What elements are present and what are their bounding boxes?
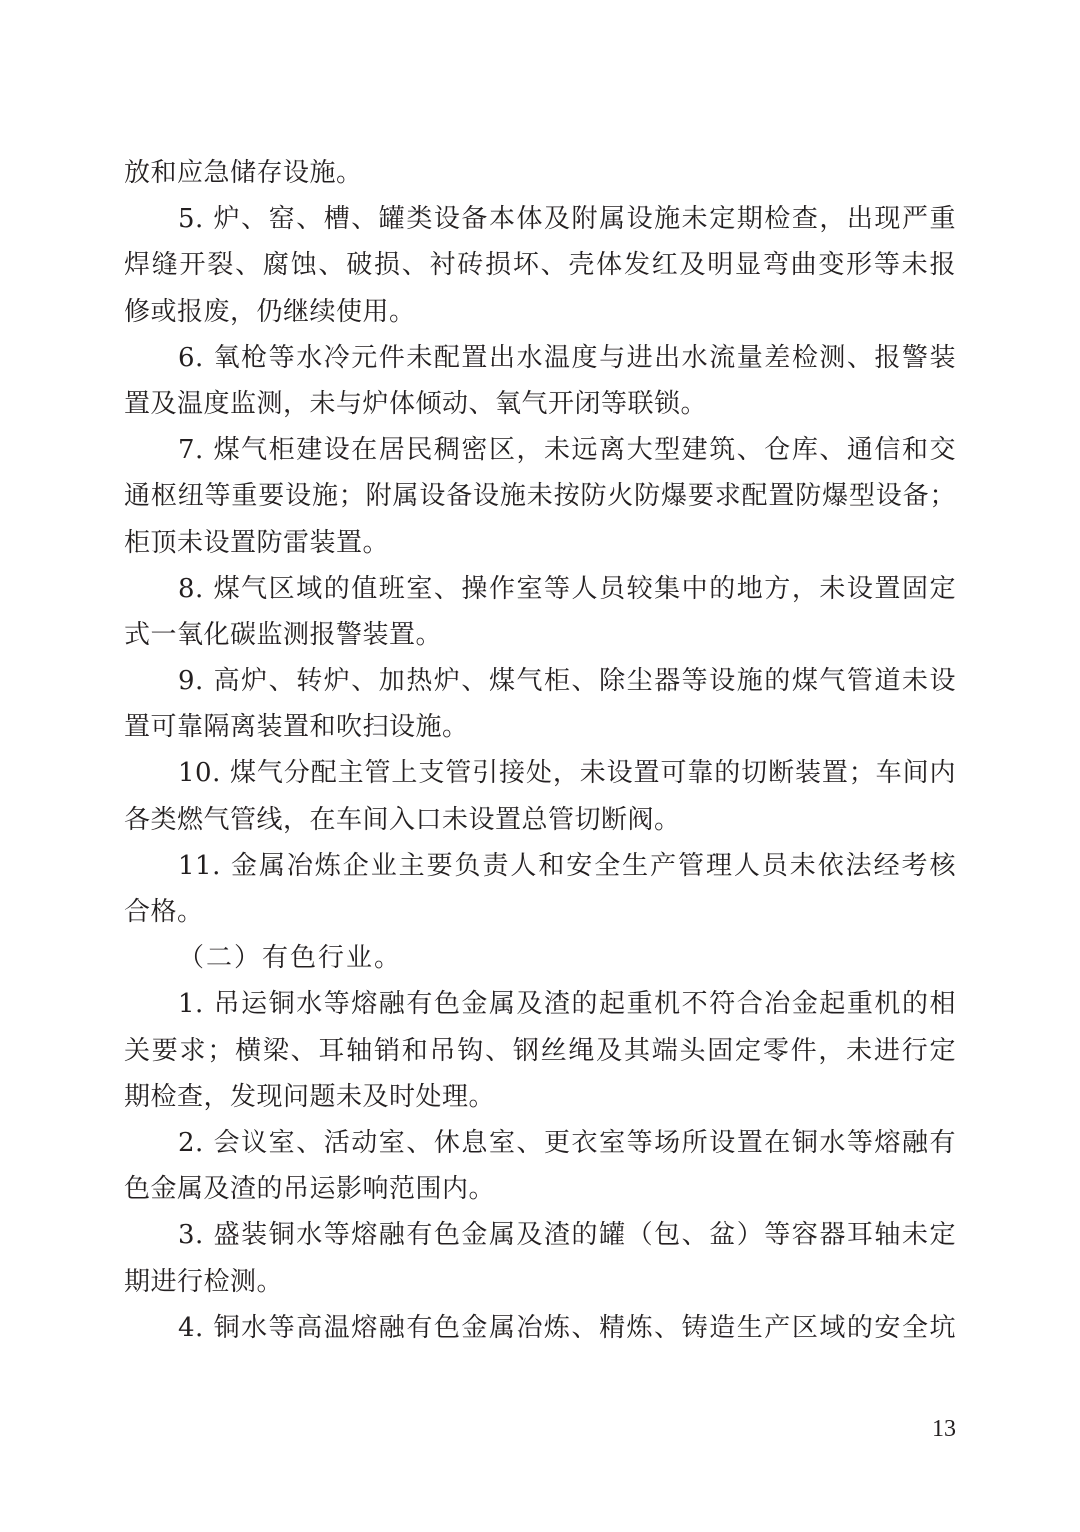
section-heading: （二）有色行业。 (178, 943, 403, 974)
text-line: 柜顶未设置防雷装置。 (124, 527, 390, 558)
text-line: 期进行检测。 (124, 1266, 284, 1297)
document-body (124, 150, 956, 1351)
text-line: 放和应急储存设施。 (124, 158, 363, 188)
text-line: 通枢纽等重要设施；附属设备设施未按防火防爆要求配置防爆型设备； (124, 481, 956, 512)
text-line: 合格。 (124, 897, 204, 927)
text-line: 3. 盛装铜水等熔融有色金属及渣的罐（包、盆）等容器耳轴未定 (178, 1220, 956, 1251)
text-line: 置及温度监测，未与炉体倾动、氧气开闭等联锁。 (124, 388, 708, 419)
text-line: 10. 煤气分配主管上支管引接处，未设置可靠的切断装置；车间内 (178, 758, 956, 789)
text-line: 5. 炉、窑、槽、罐类设备本体及附属设施未定期检查，出现严重 (178, 204, 956, 235)
text-line: 9. 高炉、转炉、加热炉、煤气柜、除尘器等设施的煤气管道未设 (178, 666, 956, 697)
text-line: 关要求；横梁、耳轴销和吊钩、钢丝绳及其端头固定零件，未进行定 (124, 1035, 956, 1066)
text-line: 2. 会议室、活动室、休息室、更衣室等场所设置在铜水等熔融有 (178, 1127, 956, 1158)
page-number: 13 (932, 1416, 956, 1442)
text-line: 色金属及渣的吊运影响范围内。 (124, 1174, 496, 1205)
text-line: 1. 吊运铜水等熔融有色金属及渣的起重机不符合冶金起重机的相 (178, 989, 956, 1020)
text-line: 7. 煤气柜建设在居民稠密区，未远离大型建筑、仓库、通信和交 (178, 435, 956, 466)
text-line: 焊缝开裂、腐蚀、破损、衬砖损坏、壳体发红及明显弯曲变形等未报 (124, 250, 956, 281)
text-line: 8. 煤气区域的值班室、操作室等人员较集中的地方，未设置固定 (178, 573, 956, 604)
text-line: 11. 金属冶炼企业主要负责人和安全生产管理人员未依法经考核 (178, 850, 956, 881)
text-line: 修或报废，仍继续使用。 (124, 296, 416, 327)
text-line: 式一氧化碳监测报警装置。 (124, 619, 443, 650)
text-line: 各类燃气管线，在车间入口未设置总管切断阀。 (124, 804, 681, 835)
text-line: 4. 铜水等高温熔融有色金属冶炼、精炼、铸造生产区域的安全坑 (178, 1312, 956, 1343)
text-line: 置可靠隔离装置和吹扫设施。 (124, 712, 469, 743)
text-line: 期检查，发现问题未及时处理。 (124, 1081, 496, 1112)
text-line: 6. 氧枪等水冷元件未配置出水温度与进出水流量差检测、报警装 (178, 342, 956, 373)
